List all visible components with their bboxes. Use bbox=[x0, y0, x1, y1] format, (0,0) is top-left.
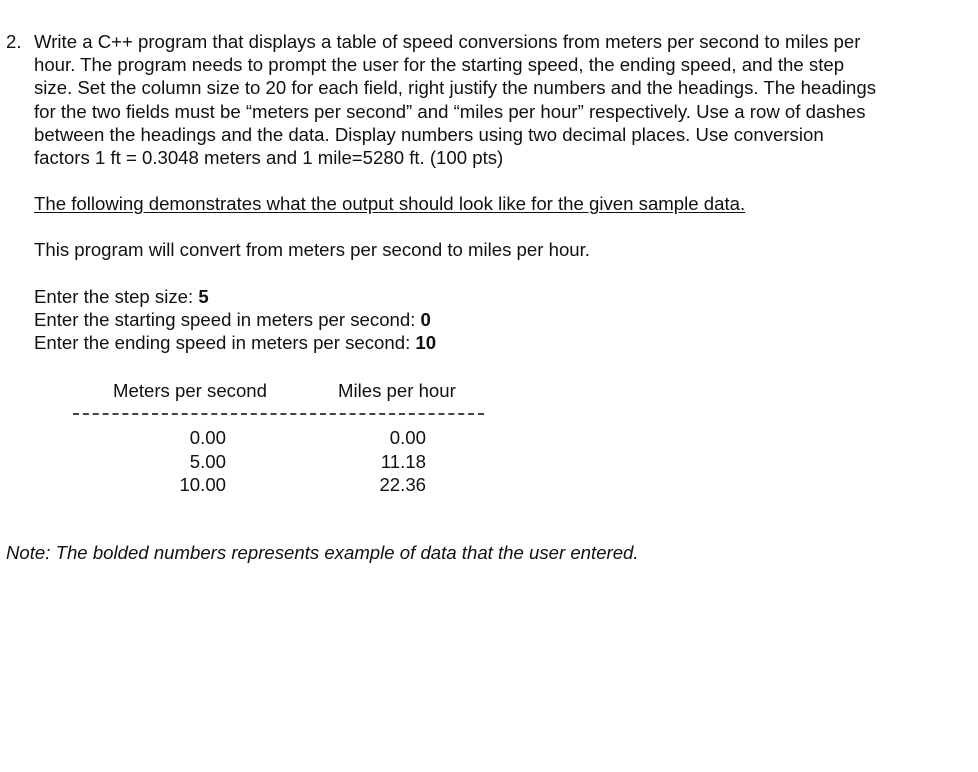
prompt-value: 10 bbox=[415, 332, 437, 353]
prompt-starting-speed bbox=[34, 309, 431, 331]
prompt-value: 0 bbox=[420, 309, 431, 330]
cell-mph: 22.36 bbox=[379, 474, 426, 495]
cell-mph: 11.18 bbox=[380, 451, 426, 472]
prompt-step-size bbox=[34, 286, 209, 308]
prompt-label: Enter the starting speed in meters per second: bbox=[34, 309, 421, 330]
demo-intro: The following demonstrates what the output should look like for the given sample data. bbox=[34, 193, 746, 214]
cell-mph: 0.00 bbox=[389, 427, 426, 448]
prompt-ending-speed bbox=[34, 332, 436, 354]
question-line: for the two fields must be “meters per second” and “miles per hour” respectively. Use a row of dashes bbox=[34, 100, 866, 122]
header-meters-per-second: Meters per second bbox=[113, 380, 267, 401]
cell-mps: 5.00 bbox=[189, 451, 226, 472]
dash-separator bbox=[73, 413, 484, 415]
question-line: hour. The program needs to prompt the user for the starting speed, the ending speed, and the step bbox=[34, 54, 845, 76]
prompt-value: 5 bbox=[198, 286, 209, 307]
question-number: 2. bbox=[6, 31, 22, 52]
question-line: Write a C++ program that displays a table of speed conversions from meters per second to miles per bbox=[34, 31, 861, 52]
header-miles-per-hour: Miles per hour bbox=[338, 380, 456, 401]
question-line: size. Set the column size to 20 for each field, right justify the numbers and the headings. The headings bbox=[34, 77, 877, 99]
prompt-label: Enter the step size: bbox=[34, 286, 199, 307]
question-line: factors 1 ft = 0.3048 meters and 1 mile=5280 ft. (100 pts) bbox=[34, 147, 504, 168]
note-text: Note: The bolded numbers represents example of data that the user entered. bbox=[6, 542, 639, 563]
cell-mps: 0.00 bbox=[189, 427, 226, 448]
question-line: between the headings and the data. Display numbers using two decimal places. Use conversion bbox=[34, 123, 824, 145]
cell-mps: 10.00 bbox=[179, 474, 226, 495]
program-banner: This program will convert from meters per second to miles per hour. bbox=[34, 239, 590, 260]
prompt-label: Enter the ending speed in meters per second: bbox=[34, 332, 416, 353]
